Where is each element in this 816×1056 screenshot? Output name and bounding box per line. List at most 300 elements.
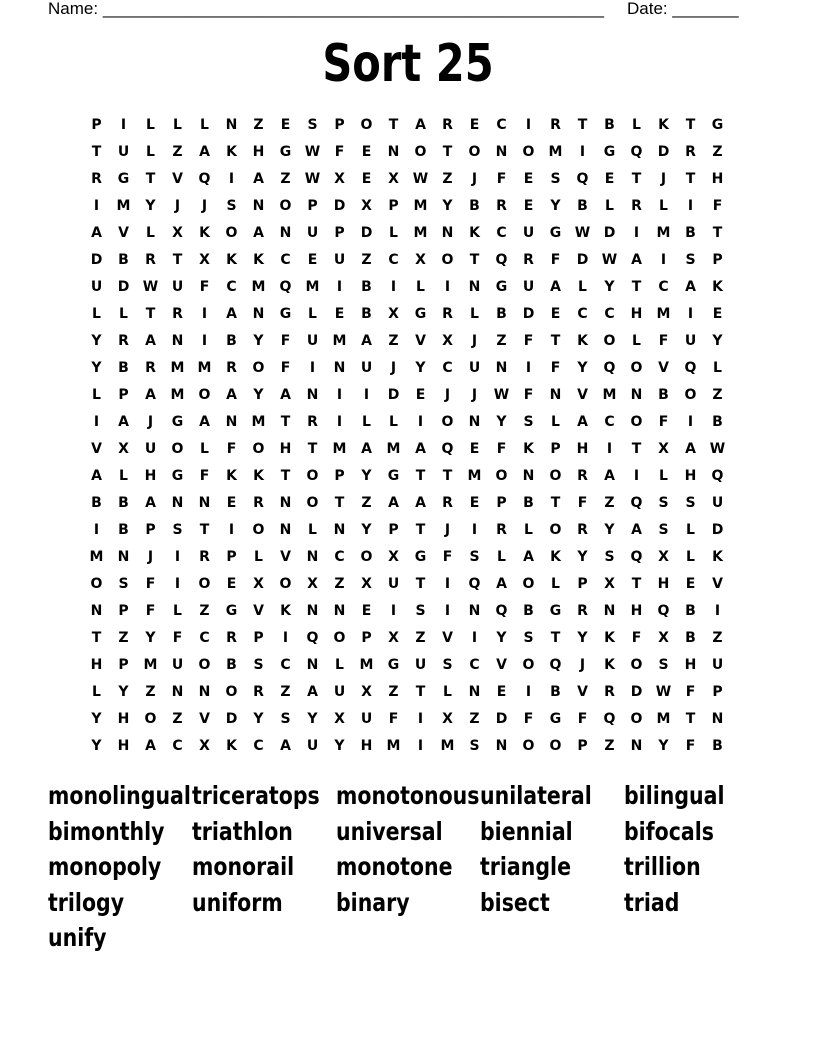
grid-letter[interactable]: W (493, 387, 510, 403)
grid-letter[interactable]: V (172, 171, 183, 187)
grid-letter[interactable]: L (443, 684, 452, 700)
grid-letter[interactable]: Q (630, 495, 643, 511)
grid-letter[interactable]: Y (253, 711, 264, 727)
grid-letter[interactable]: L (632, 333, 641, 349)
grid-letter[interactable]: V (577, 387, 588, 403)
grid-letter[interactable]: O (360, 117, 373, 133)
grid-letter[interactable]: M (467, 468, 482, 484)
date-field[interactable] (627, 0, 739, 21)
grid-letter[interactable]: Y (496, 630, 507, 646)
grid-letter[interactable]: H (252, 144, 265, 160)
grid-letter[interactable]: A (577, 414, 588, 430)
grid-letter[interactable]: Y (253, 387, 264, 403)
grid-letter[interactable]: Y (604, 522, 615, 538)
grid-letter[interactable]: Z (199, 603, 210, 619)
grid-letter[interactable]: Y (577, 549, 588, 565)
grid-letter[interactable]: F (523, 333, 534, 349)
grid-letter[interactable]: B (658, 387, 669, 403)
grid-letter[interactable]: K (226, 144, 237, 160)
grid-letter[interactable]: S (253, 657, 264, 673)
grid-letter[interactable]: E (334, 306, 345, 322)
grid-letter[interactable]: Y (658, 738, 669, 754)
grid-letter[interactable]: F (496, 441, 507, 457)
grid-letter[interactable]: J (471, 387, 478, 403)
grid-letter[interactable]: C (604, 306, 615, 322)
grid-letter[interactable]: J (444, 387, 451, 403)
grid-letter[interactable]: Z (172, 711, 183, 727)
grid-letter[interactable]: A (307, 684, 318, 700)
grid-letter[interactable]: K (226, 468, 237, 484)
grid-letter[interactable]: L (200, 441, 209, 457)
grid-letter[interactable]: E (361, 144, 372, 160)
grid-letter[interactable]: F (442, 549, 453, 565)
grid-letter[interactable]: E (415, 387, 426, 403)
grid-letter[interactable]: T (307, 441, 318, 457)
grid-letter[interactable]: Z (361, 495, 372, 511)
grid-letter[interactable]: W (709, 441, 726, 457)
grid-letter[interactable]: B (712, 414, 723, 430)
grid-letter[interactable]: I (687, 414, 694, 430)
grid-letter[interactable]: G (117, 171, 130, 187)
grid-letter[interactable]: I (228, 171, 235, 187)
grid-letter[interactable]: U (387, 576, 400, 592)
grid-letter[interactable]: F (388, 711, 399, 727)
grid-letter[interactable]: S (685, 495, 696, 511)
grid-letter[interactable]: T (685, 171, 696, 187)
grid-letter[interactable]: C (226, 279, 237, 295)
grid-letter[interactable]: Y (496, 414, 507, 430)
grid-letter[interactable]: L (92, 387, 101, 403)
grid-letter[interactable]: X (658, 441, 669, 457)
grid-letter[interactable]: B (496, 306, 507, 322)
grid-letter[interactable]: T (631, 279, 642, 295)
grid-letter[interactable]: R (145, 360, 156, 376)
grid-letter[interactable]: G (414, 549, 427, 565)
grid-letter[interactable]: P (550, 441, 561, 457)
grid-letter[interactable]: S (469, 738, 480, 754)
grid-letter[interactable]: S (226, 198, 237, 214)
grid-letter[interactable]: I (525, 360, 532, 376)
grid-letter[interactable]: I (471, 630, 478, 646)
grid-letter[interactable]: Q (630, 549, 643, 565)
grid-letter[interactable]: M (656, 711, 671, 727)
grid-letter[interactable]: A (685, 279, 696, 295)
grid-letter[interactable]: O (360, 549, 373, 565)
grid-letter[interactable]: M (413, 198, 428, 214)
grid-letter[interactable]: X (388, 549, 399, 565)
grid-letter[interactable]: P (334, 468, 345, 484)
grid-letter[interactable]: U (711, 495, 724, 511)
grid-letter[interactable]: G (495, 279, 508, 295)
grid-letter[interactable]: Z (604, 495, 615, 511)
grid-letter[interactable]: Z (280, 171, 291, 187)
grid-letter[interactable]: L (551, 414, 560, 430)
grid-letter[interactable]: B (226, 657, 237, 673)
grid-letter[interactable]: A (631, 522, 642, 538)
grid-letter[interactable]: B (685, 225, 696, 241)
grid-letter[interactable]: K (469, 225, 480, 241)
grid-letter[interactable]: R (496, 198, 507, 214)
grid-letter[interactable]: N (198, 684, 211, 700)
grid-letter[interactable]: F (685, 684, 696, 700)
grid-letter[interactable]: O (630, 657, 643, 673)
grid-letter[interactable]: U (306, 333, 319, 349)
grid-letter[interactable]: K (604, 630, 615, 646)
grid-letter[interactable]: X (442, 333, 453, 349)
grid-letter[interactable]: T (199, 522, 210, 538)
grid-letter[interactable]: C (280, 657, 291, 673)
grid-letter[interactable]: A (523, 549, 534, 565)
grid-letter[interactable]: X (253, 576, 264, 592)
grid-letter[interactable]: M (170, 360, 185, 376)
grid-letter[interactable]: F (226, 441, 237, 457)
grid-letter[interactable]: C (496, 225, 507, 241)
grid-letter[interactable]: C (442, 360, 453, 376)
grid-letter[interactable]: F (199, 468, 210, 484)
grid-letter[interactable]: A (91, 225, 102, 241)
grid-letter[interactable]: Y (118, 684, 129, 700)
grid-letter[interactable]: L (173, 603, 182, 619)
grid-letter[interactable]: N (306, 657, 319, 673)
grid-letter[interactable]: I (417, 738, 424, 754)
grid-letter[interactable]: E (550, 306, 561, 322)
grid-letter[interactable]: S (523, 414, 534, 430)
grid-letter[interactable]: M (143, 657, 158, 673)
grid-letter[interactable]: U (414, 657, 427, 673)
grid-letter[interactable]: A (415, 495, 426, 511)
grid-letter[interactable]: R (253, 684, 264, 700)
grid-letter[interactable]: I (417, 414, 424, 430)
grid-letter[interactable]: O (333, 630, 346, 646)
grid-letter[interactable]: W (304, 144, 321, 160)
grid-letter[interactable]: B (469, 198, 480, 214)
grid-letter[interactable]: R (307, 414, 318, 430)
grid-letter[interactable]: W (304, 171, 321, 187)
grid-letter[interactable]: J (444, 522, 451, 538)
grid-letter[interactable]: U (684, 333, 697, 349)
grid-letter[interactable]: T (631, 441, 642, 457)
grid-letter[interactable]: I (363, 387, 370, 403)
grid-letter[interactable]: Y (442, 198, 453, 214)
grid-letter[interactable]: T (145, 306, 156, 322)
grid-letter[interactable]: I (633, 225, 640, 241)
grid-letter[interactable]: H (630, 603, 643, 619)
grid-letter[interactable]: L (146, 225, 155, 241)
grid-letter[interactable]: P (577, 738, 588, 754)
grid-letter[interactable]: I (93, 522, 100, 538)
grid-letter[interactable]: G (549, 711, 562, 727)
grid-letter[interactable]: Y (550, 198, 561, 214)
grid-letter[interactable]: Y (91, 333, 102, 349)
grid-letter[interactable]: I (336, 414, 343, 430)
grid-letter[interactable]: R (577, 603, 588, 619)
grid-letter[interactable]: N (198, 495, 211, 511)
grid-letter[interactable]: L (389, 414, 398, 430)
grid-letter[interactable]: N (225, 414, 238, 430)
grid-letter[interactable]: P (307, 198, 318, 214)
grid-letter[interactable]: X (118, 441, 129, 457)
grid-letter[interactable]: I (336, 387, 343, 403)
grid-letter[interactable]: T (91, 630, 102, 646)
grid-letter[interactable]: B (604, 117, 615, 133)
grid-letter[interactable]: X (361, 576, 372, 592)
grid-letter[interactable]: N (495, 360, 508, 376)
grid-letter[interactable]: X (334, 711, 345, 727)
grid-letter[interactable]: X (334, 171, 345, 187)
grid-letter[interactable]: Z (388, 333, 399, 349)
grid-letter[interactable]: L (335, 657, 344, 673)
grid-letter[interactable]: Z (118, 630, 129, 646)
grid-letter[interactable]: O (306, 468, 319, 484)
grid-letter[interactable]: I (525, 117, 532, 133)
grid-letter[interactable]: H (90, 657, 103, 673)
grid-letter[interactable]: E (523, 198, 534, 214)
grid-letter[interactable]: J (471, 171, 478, 187)
grid-letter[interactable]: N (495, 738, 508, 754)
grid-letter[interactable]: F (577, 711, 588, 727)
grid-letter[interactable]: R (226, 360, 237, 376)
grid-letter[interactable]: O (90, 576, 103, 592)
grid-letter[interactable]: F (496, 171, 507, 187)
grid-letter[interactable]: N (252, 306, 265, 322)
grid-letter[interactable]: U (360, 711, 373, 727)
grid-letter[interactable]: Q (684, 360, 697, 376)
grid-letter[interactable]: Z (496, 333, 507, 349)
grid-letter[interactable]: U (171, 657, 184, 673)
grid-letter[interactable]: X (307, 576, 318, 592)
grid-letter[interactable]: Y (145, 630, 156, 646)
grid-letter[interactable]: I (687, 306, 694, 322)
grid-letter[interactable]: I (444, 576, 451, 592)
grid-letter[interactable]: O (684, 387, 697, 403)
grid-letter[interactable]: H (630, 306, 643, 322)
grid-letter[interactable]: L (92, 306, 101, 322)
grid-letter[interactable]: Q (495, 603, 508, 619)
grid-letter[interactable]: J (660, 171, 667, 187)
grid-letter[interactable]: N (468, 414, 481, 430)
grid-letter[interactable]: V (577, 684, 588, 700)
grid-letter[interactable]: M (197, 360, 212, 376)
grid-letter[interactable]: Z (415, 630, 426, 646)
grid-letter[interactable]: I (120, 117, 127, 133)
grid-letter[interactable]: T (631, 171, 642, 187)
grid-letter[interactable]: O (198, 576, 211, 592)
grid-letter[interactable]: G (603, 144, 616, 160)
grid-letter[interactable]: G (387, 657, 400, 673)
grid-letter[interactable]: O (630, 360, 643, 376)
grid-letter[interactable]: T (280, 414, 291, 430)
grid-letter[interactable]: F (712, 198, 723, 214)
grid-letter[interactable]: G (279, 144, 292, 160)
grid-letter[interactable]: Q (468, 576, 481, 592)
grid-letter[interactable]: Z (280, 684, 291, 700)
grid-letter[interactable]: U (144, 441, 157, 457)
grid-letter[interactable]: W (655, 684, 672, 700)
grid-letter[interactable]: R (442, 306, 453, 322)
grid-letter[interactable]: K (523, 441, 534, 457)
grid-letter[interactable]: U (711, 657, 724, 673)
grid-letter[interactable]: L (659, 468, 668, 484)
grid-letter[interactable]: M (116, 198, 131, 214)
grid-letter[interactable]: R (496, 522, 507, 538)
grid-letter[interactable]: M (332, 441, 347, 457)
grid-letter[interactable]: B (577, 198, 588, 214)
grid-letter[interactable]: I (390, 603, 397, 619)
grid-letter[interactable]: N (333, 360, 346, 376)
grid-letter[interactable]: I (444, 603, 451, 619)
grid-letter[interactable]: X (658, 630, 669, 646)
grid-letter[interactable]: Q (603, 360, 616, 376)
grid-letter[interactable]: N (603, 603, 616, 619)
grid-letter[interactable]: K (658, 117, 669, 133)
grid-letter[interactable]: S (658, 522, 669, 538)
grid-letter[interactable]: Y (361, 468, 372, 484)
grid-letter[interactable]: A (145, 333, 156, 349)
grid-letter[interactable]: L (713, 360, 722, 376)
grid-letter[interactable]: P (361, 630, 372, 646)
grid-letter[interactable]: K (712, 549, 723, 565)
grid-letter[interactable]: I (687, 198, 694, 214)
grid-letter[interactable]: H (117, 738, 130, 754)
grid-letter[interactable]: B (118, 360, 129, 376)
grid-letter[interactable]: H (144, 468, 157, 484)
grid-letter[interactable]: P (388, 198, 399, 214)
grid-letter[interactable]: J (471, 333, 478, 349)
grid-letter[interactable]: N (495, 144, 508, 160)
grid-letter[interactable]: B (118, 495, 129, 511)
grid-letter[interactable]: E (361, 171, 372, 187)
grid-letter[interactable]: O (441, 414, 454, 430)
grid-letter[interactable]: X (604, 576, 615, 592)
grid-letter[interactable]: L (416, 279, 425, 295)
grid-letter[interactable]: S (658, 657, 669, 673)
grid-letter[interactable]: U (117, 144, 130, 160)
grid-letter[interactable]: Y (604, 279, 615, 295)
grid-letter[interactable]: N (306, 549, 319, 565)
grid-letter[interactable]: A (226, 306, 237, 322)
grid-letter[interactable]: Z (334, 576, 345, 592)
grid-letter[interactable]: I (201, 333, 208, 349)
grid-letter[interactable]: Y (145, 198, 156, 214)
grid-letter[interactable]: B (685, 603, 696, 619)
grid-letter[interactable]: Q (279, 279, 292, 295)
grid-letter[interactable]: N (306, 387, 319, 403)
grid-letter[interactable]: A (415, 441, 426, 457)
grid-letter[interactable]: D (495, 711, 508, 727)
date-blank[interactable]: _______ (672, 0, 739, 18)
grid-letter[interactable]: X (361, 198, 372, 214)
grid-letter[interactable]: Q (576, 171, 589, 187)
grid-letter[interactable]: N (279, 225, 292, 241)
grid-letter[interactable]: F (577, 495, 588, 511)
grid-letter[interactable]: T (469, 252, 480, 268)
grid-letter[interactable]: O (198, 657, 211, 673)
grid-letter[interactable]: G (549, 603, 562, 619)
grid-letter[interactable]: I (579, 144, 586, 160)
grid-letter[interactable]: E (604, 171, 615, 187)
name-blank[interactable]: _____________________________________________________ (102, 0, 604, 18)
grid-letter[interactable]: E (469, 117, 480, 133)
grid-letter[interactable]: I (174, 549, 181, 565)
grid-letter[interactable]: N (441, 225, 454, 241)
grid-letter[interactable]: N (90, 603, 103, 619)
grid-letter[interactable]: O (549, 522, 562, 538)
grid-letter[interactable]: O (630, 711, 643, 727)
grid-letter[interactable]: V (712, 576, 723, 592)
grid-letter[interactable]: X (388, 306, 399, 322)
grid-letter[interactable]: I (471, 522, 478, 538)
grid-letter[interactable]: L (173, 117, 182, 133)
grid-letter[interactable]: O (225, 684, 238, 700)
grid-letter[interactable]: G (387, 468, 400, 484)
grid-letter[interactable]: F (199, 279, 210, 295)
grid-letter[interactable]: Z (712, 630, 723, 646)
grid-letter[interactable]: P (91, 117, 102, 133)
grid-letter[interactable]: I (444, 279, 451, 295)
grid-letter[interactable]: P (496, 495, 507, 511)
grid-letter[interactable]: N (387, 144, 400, 160)
grid-letter[interactable]: D (333, 198, 346, 214)
grid-letter[interactable]: M (305, 279, 320, 295)
grid-letter[interactable]: Y (361, 522, 372, 538)
grid-letter[interactable]: O (414, 144, 427, 160)
grid-letter[interactable]: L (470, 306, 479, 322)
grid-letter[interactable]: M (332, 333, 347, 349)
grid-letter[interactable]: W (412, 171, 429, 187)
grid-letter[interactable]: A (280, 738, 291, 754)
grid-letter[interactable]: Q (630, 144, 643, 160)
grid-letter[interactable]: R (91, 171, 102, 187)
grid-letter[interactable]: M (386, 441, 401, 457)
grid-letter[interactable]: T (415, 522, 426, 538)
grid-letter[interactable]: F (145, 603, 156, 619)
grid-letter[interactable]: P (388, 522, 399, 538)
grid-letter[interactable]: N (117, 549, 130, 565)
grid-letter[interactable]: N (279, 522, 292, 538)
grid-letter[interactable]: X (442, 711, 453, 727)
grid-letter[interactable]: B (361, 279, 372, 295)
grid-letter[interactable]: D (657, 144, 670, 160)
grid-letter[interactable]: L (146, 117, 155, 133)
grid-letter[interactable]: M (170, 387, 185, 403)
grid-letter[interactable]: A (118, 414, 129, 430)
grid-letter[interactable]: S (469, 549, 480, 565)
grid-letter[interactable]: G (171, 468, 184, 484)
grid-letter[interactable]: F (172, 630, 183, 646)
grid-letter[interactable]: Y (334, 738, 345, 754)
grid-letter[interactable]: Z (442, 171, 453, 187)
grid-letter[interactable]: C (334, 549, 345, 565)
grid-letter[interactable]: G (225, 603, 238, 619)
grid-letter[interactable]: L (551, 576, 560, 592)
grid-letter[interactable]: Z (172, 144, 183, 160)
grid-letter[interactable]: N (468, 603, 481, 619)
grid-letter[interactable]: E (307, 252, 318, 268)
grid-letter[interactable]: A (631, 252, 642, 268)
grid-letter[interactable]: D (225, 711, 238, 727)
grid-letter[interactable]: Q (441, 441, 454, 457)
grid-letter[interactable]: R (199, 549, 210, 565)
grid-letter[interactable]: K (253, 468, 264, 484)
grid-letter[interactable]: R (442, 495, 453, 511)
grid-letter[interactable]: V (253, 603, 264, 619)
grid-letter[interactable]: C (253, 738, 264, 754)
grid-letter[interactable]: V (496, 657, 507, 673)
grid-letter[interactable]: I (633, 468, 640, 484)
grid-letter[interactable]: M (656, 225, 671, 241)
grid-letter[interactable]: A (226, 387, 237, 403)
grid-letter[interactable]: F (658, 414, 669, 430)
